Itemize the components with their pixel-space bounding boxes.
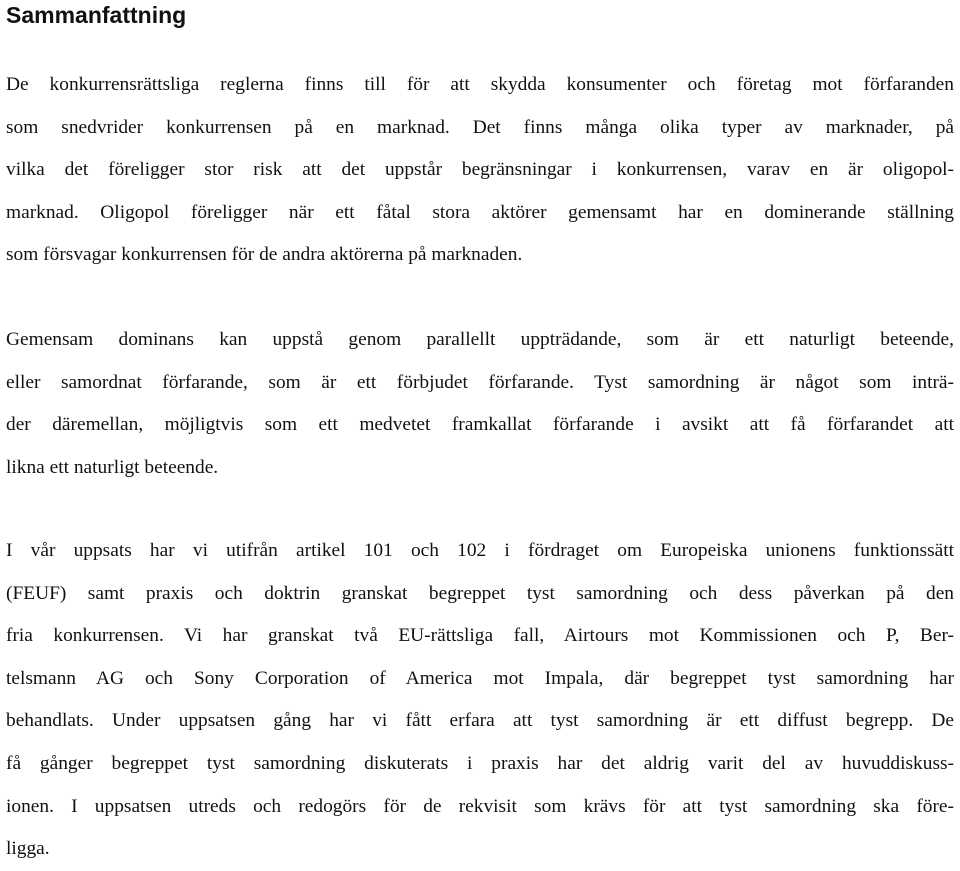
paragraph-line: ionen. I uppsatsen utreds och redogörs för de rekvisit som krävs för att tyst samordning ska före- [6, 795, 954, 817]
paragraph-line: behandlats. Under uppsatsen gång har vi fått erfara att tyst samordning är ett diffust begrepp. De [6, 710, 954, 732]
paragraph-line: som försvagar konkurrensen för de andra aktörerna på marknaden. [6, 244, 523, 266]
paragraph-line: vilka det föreligger stor risk att det uppstår begränsningar i konkurrensen, varav en är oligopol- [6, 159, 954, 181]
page-title: Sammanfattning [6, 2, 187, 28]
paragraph-line: likna ett naturligt beteende. [6, 456, 219, 478]
paragraph-line: I vår uppsats har vi utifrån artikel 101 och 102 i fördraget om Europeiska unionens funktionssätt [6, 540, 954, 561]
paragraph-line: som snedvrider konkurrensen på en marknad. Det finns många olika typer av marknader, på [6, 116, 954, 138]
paragraph-line: eller samordnat förfarande, som är ett förbjudet förfarande. Tyst samordning är något som inträ- [6, 371, 954, 393]
paragraph-line: marknad. Oligopol föreligger när ett fåtal stora aktörer gemensamt har en dominerande ställning [6, 201, 954, 223]
paragraph-line: ligga. [6, 838, 50, 860]
paragraph-1 [6, 64, 954, 277]
paragraph-line: (FEUF) samt praxis och doktrin granskat begreppet tyst samordning och dess påverkan på den [6, 582, 954, 604]
paragraph-line: få gånger begreppet tyst samordning diskuterats i praxis har det aldrig varit del av huvuddiskuss- [6, 752, 954, 774]
paragraph-line: De konkurrensrättsliga reglerna finns till för att skydda konsumenter och företag mot förfaranden [6, 74, 954, 95]
paragraph-line: der däremellan, möjligtvis som ett medvetet framkallat förfarande i avsikt att få förfarandet att [6, 414, 954, 436]
paragraph-line: Gemensam dominans kan uppstå genom parallellt uppträdande, som är ett naturligt beteende, [6, 329, 954, 350]
paragraph-2 [6, 319, 954, 489]
paragraph-3 [6, 530, 954, 871]
paragraph-line: telsmann AG och Sony Corporation of America mot Impala, där begreppet tyst samordning har [6, 667, 954, 689]
paragraph-line: fria konkurrensen. Vi har granskat två EU-rättsliga fall, Airtours mot Kommissionen och P, Ber- [6, 625, 954, 647]
